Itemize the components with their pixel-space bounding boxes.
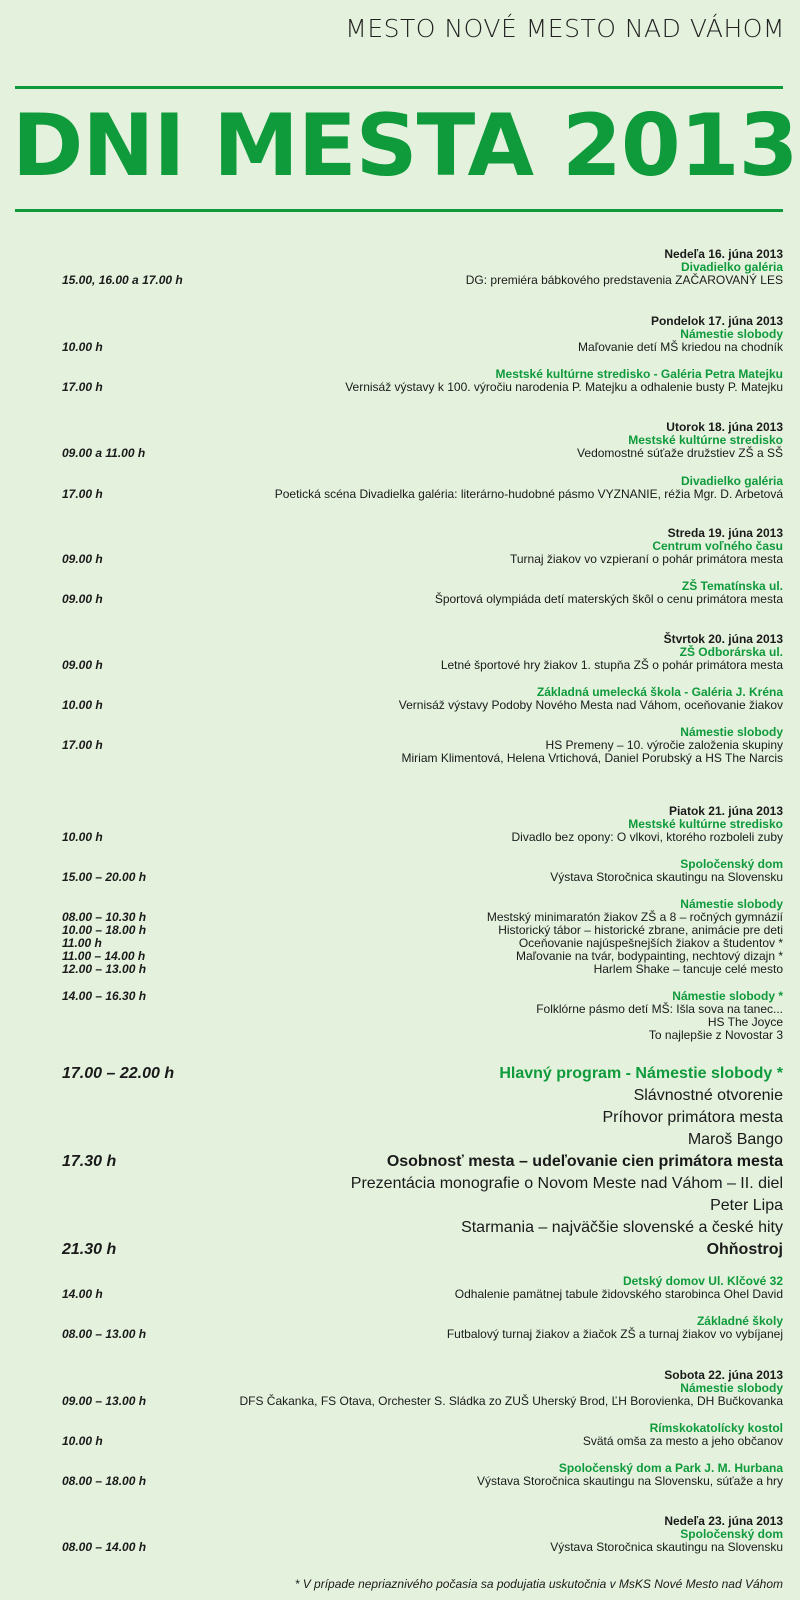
program-entry-venue: Hlavný program - Námestie slobody * (499, 1065, 783, 1082)
time-slot-text: 08.00 – 14.00 h (62, 1540, 147, 1554)
program-entry-venue: Príhovor primátora mesta (602, 1109, 783, 1126)
program-entry-venue: Detský domov Ul. Klčové 32 (622, 1274, 783, 1288)
time-slot-text: 15.00, 16.00 a 17.00 h (62, 273, 183, 287)
time-slot-venue: 17.30 h (62, 1153, 117, 1170)
program-entry-text: Letné športové hry žiakov 1. stupňa ZŠ o pohár primátora mesta (440, 658, 783, 672)
program-entry-text: Vernisáž výstavy Podoby Nového Mesta nad Váhom, oceňovanie žiakov (398, 698, 783, 712)
program-entry-venue: Základné školy (696, 1314, 783, 1328)
program-entry-date: Streda 19. júna 2013 (667, 526, 783, 540)
program-entry-text: Maľovanie detí MŠ kriedou na chodník (578, 340, 783, 354)
time-slot-text: 09.00 h (62, 552, 103, 566)
bottom-divider (15, 209, 783, 212)
time-slot-text: 10.00 h (62, 1434, 103, 1448)
program-entry-venue: Základná umelecká škola - Galéria J. Kréna (536, 685, 783, 699)
time-slot-text: 08.00 – 10.30 h (62, 910, 147, 924)
program-entry-venue: Spoločenský dom a Park J. M. Hurbana (558, 1461, 783, 1475)
program-entry-text: Výstava Storočnica skautingu na Slovensku, súťaže a hry (477, 1474, 783, 1488)
time-slot-text: 09.00 h (62, 592, 103, 606)
program-entry-venue: Centrum voľného času (652, 539, 783, 553)
program-entry-text: Mestský minimaratón žiakov ZŠ a 8 – ročných gymnázií (486, 910, 783, 924)
program-entry-date: Štvrtok 20. júna 2013 (663, 632, 783, 646)
page-title: DNI MESTA 2013 (12, 96, 798, 196)
program-entry-venue: Námestie slobody (680, 897, 783, 911)
time-slot-text: 09.00 – 13.00 h (62, 1394, 147, 1408)
footer-note: * V prípade nepriaznivého počasia sa podujatia uskutočnia v MsKS Nové Mesto nad Váhom (294, 1577, 783, 1591)
city-heading: MESTO NOVÉ MESTO NAD VÁHOM (345, 14, 785, 43)
program-entry-text: Vernisáž výstavy k 100. výročiu narodenia P. Matejku a odhalenie busty P. Matejku (345, 380, 783, 394)
program-entry-text: DG: premiéra bábkového predstavenia ZAČAROVANÝ LES (465, 273, 783, 287)
program-entry-text: Oceňovanie najúspešnejších žiakov a študentov * (518, 936, 783, 950)
program-entry-date: Nedeľa 23. júna 2013 (664, 1514, 783, 1528)
program-entry-date: Utorok 18. júna 2013 (666, 420, 783, 434)
top-divider (15, 86, 783, 89)
program-entry-date: Sobota 22. júna 2013 (664, 1368, 783, 1382)
time-slot-text: 12.00 – 13.00 h (62, 962, 147, 976)
program-entry-venue: Prezentácia monografie o Novom Meste nad Váhom – II. diel (350, 1175, 783, 1192)
time-slot-text: 09.00 h (62, 658, 103, 672)
time-slot-text: 14.00 – 16.30 h (62, 989, 147, 1003)
time-slot-text: 08.00 – 13.00 h (62, 1327, 147, 1341)
time-slot-text: 08.00 – 18.00 h (62, 1474, 147, 1488)
program-entry-date: Piatok 21. júna 2013 (668, 804, 783, 818)
program-entry-venue: Peter Lipa (710, 1197, 783, 1214)
program-entry-venue: Rímskokatolícky kostol (649, 1421, 783, 1435)
program-entry-text: DFS Čakanka, FS Otava, Orchester S. Sládka zo ZUŠ Uherský Brod, ĽH Borovienka, DH Bučkovanka (239, 1394, 783, 1408)
program-entry-text: Odhalenie pamätnej tabule židovského starobinca Ohel David (454, 1287, 783, 1301)
program-entry-venue: Maroš Bango (687, 1131, 783, 1148)
program-entry-venue: Mestské kultúrne stredisko (628, 433, 783, 447)
program-entry-venue: Divadielko galéria (680, 260, 783, 274)
time-slot-text: 10.00 h (62, 830, 103, 844)
program-entry-text: Historický tábor – historické zbrane, animácie pre deti (498, 923, 783, 937)
time-slot-venue: 17.00 – 22.00 h (62, 1065, 175, 1082)
program-entry-text: HS Premeny – 10. výročie založenia skupiny (545, 738, 783, 752)
time-slot-venue: 21.30 h (62, 1241, 117, 1258)
program-entry-venue: Divadielko galéria (680, 474, 783, 488)
time-slot-text: 11.00 – 14.00 h (62, 949, 146, 963)
program-entry-text: Svätá omša za mesto a jeho občanov (582, 1434, 783, 1448)
program-entry-venue: Námestie slobody (680, 1381, 783, 1395)
program-entry-venue: Osobnosť mesta – udeľovanie cien primátora mesta (386, 1153, 783, 1170)
program-entry-venue: Námestie slobody (680, 725, 783, 739)
time-slot-text: 14.00 h (62, 1287, 103, 1301)
time-slot-text: 10.00 h (62, 698, 103, 712)
program-entry-venue: Námestie slobody * (672, 989, 783, 1003)
program-entry-text: Futbalový turnaj žiakov a žiačok ZŠ a turnaj žiakov vo vybíjanej (446, 1327, 783, 1341)
program-entry-text: Miriam Klimentová, Helena Vrtichová, Daniel Porubský a HS The Narcis (401, 751, 783, 765)
program-entry-text: Vedomostné súťaže družstiev ZŠ a SŠ (577, 446, 783, 460)
program-entry-venue: Mestské kultúrne stredisko (628, 817, 783, 831)
program-entry-text: Maľovanie na tvár, bodypainting, nechtový dizajn * (516, 949, 783, 963)
program-entry-text: HS The Joyce (707, 1015, 783, 1029)
program-entry-text: Divadlo bez opony: O vlkovi, ktorého rozboleli zuby (511, 830, 783, 844)
time-slot-text: 09.00 a 11.00 h (62, 446, 146, 460)
program-entry-text: To najlepšie z Novostar 3 (648, 1028, 783, 1042)
time-slot-text: 10.00 h (62, 340, 103, 354)
program-entry-text: Folklórne pásmo detí MŠ: Išla sova na tanec... (536, 1002, 783, 1016)
program-entry-venue: ZŠ Odborárska ul. (679, 645, 783, 659)
program-entry-text: Turnaj žiakov vo vzpieraní o pohár primátora mesta (509, 552, 783, 566)
program-entry-text: Športová olympiáda detí materských škôl o cenu primátora mesta (434, 592, 783, 606)
time-slot-text: 10.00 – 18.00 h (62, 923, 147, 937)
time-slot-text: 17.00 h (62, 380, 103, 394)
time-slot-text: 15.00 – 20.00 h (62, 870, 147, 884)
program-entry-venue: Slávnostné otvorenie (633, 1087, 783, 1104)
program-entry-text: Harlem Shake – tancuje celé mesto (593, 962, 783, 976)
program-entry-date: Nedeľa 16. júna 2013 (664, 247, 783, 261)
program-entry-text: Výstava Storočnica skautingu na Slovensku (550, 870, 783, 884)
program-entry-venue: Mestské kultúrne stredisko - Galéria Petra Matejku (495, 367, 783, 381)
program-entry-text: Poetická scéna Divadielka galéria: literárno-hudobné pásmo VYZNANIE, réžia Mgr. D. Arbetová (274, 487, 783, 501)
program-entry-venue: Námestie slobody (680, 327, 783, 341)
time-slot-text: 17.00 h (62, 487, 103, 501)
program-entry-venue: Spoločenský dom (680, 1527, 783, 1541)
program-entry-venue: Starmania – najväčšie slovenské a české hity (461, 1219, 783, 1236)
program-entry-venue: Ohňostroj (706, 1241, 783, 1258)
program-entry-venue: ZŠ Tematínska ul. (681, 579, 783, 593)
program-entry-text: Výstava Storočnica skautingu na Slovensku (550, 1540, 783, 1554)
program-entry-venue: Spoločenský dom (680, 857, 783, 871)
program-entry-date: Pondelok 17. júna 2013 (650, 314, 783, 328)
time-slot-text: 11.00 h (62, 936, 102, 950)
time-slot-text: 17.00 h (62, 738, 103, 752)
